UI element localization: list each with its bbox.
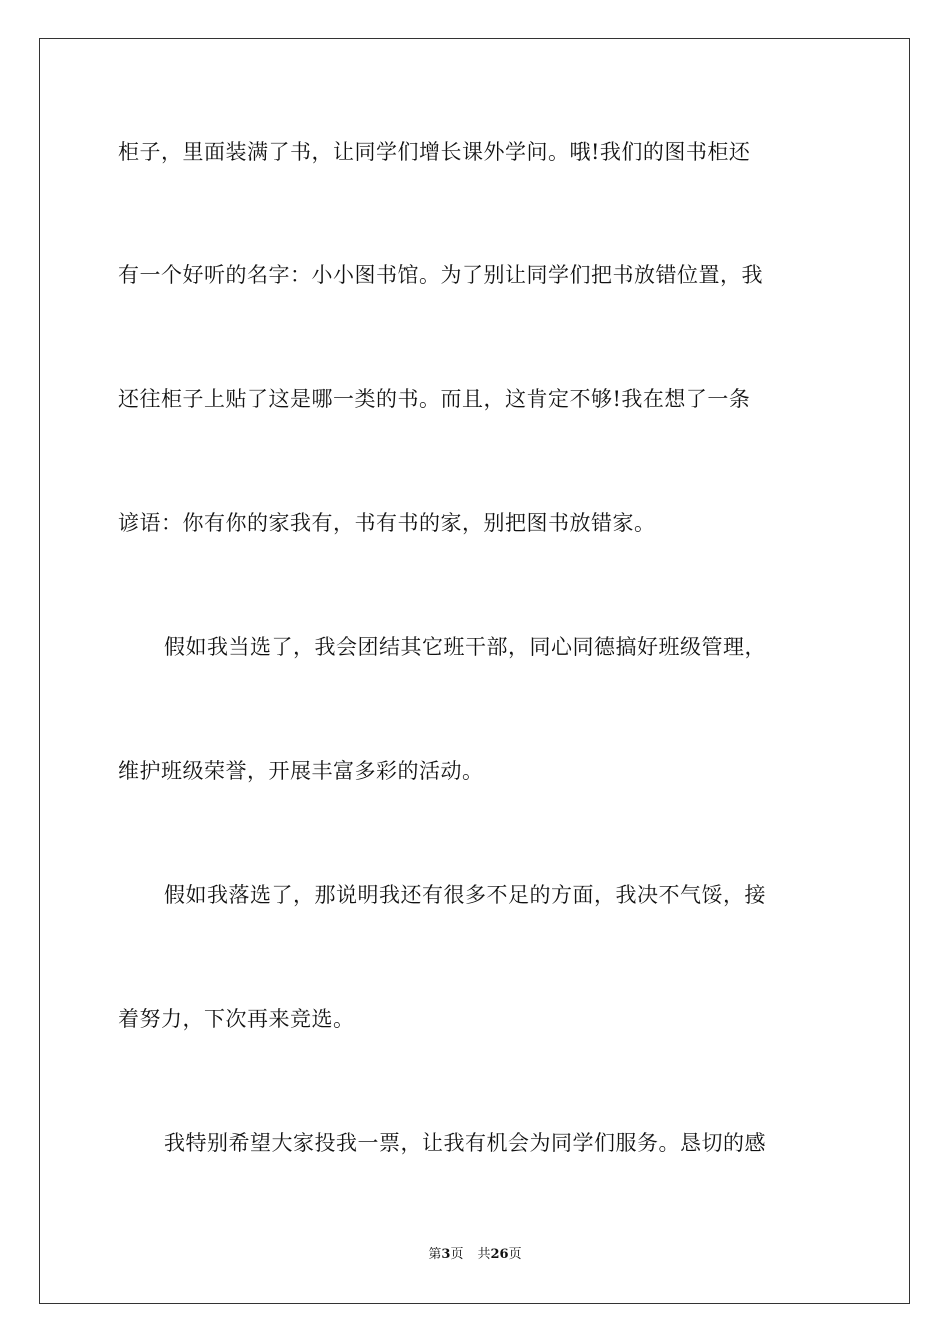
body-text-line: 着努力，下次再来竞选。 [118, 1007, 355, 1031]
page-footer [0, 1246, 950, 1264]
body-text-line: 谚语：你有你的家我有，书有书的家，别把图书放错家。 [118, 511, 656, 535]
page-suffix: 页 [450, 1247, 464, 1262]
body-text-line: 还往柜子上贴了这是哪一类的书。而且，这肯定不够!我在想了一条 [118, 387, 751, 411]
body-text-line: 我特别希望大家投我一票，让我有机会为同学们服务。恳切的感 [164, 1131, 766, 1155]
total-suffix: 页 [508, 1247, 522, 1262]
body-text-line: 假如我落选了，那说明我还有很多不足的方面，我决不气馁，接 [164, 883, 766, 907]
total-pages: 26 [490, 1247, 509, 1262]
page-prefix: 第 [428, 1247, 442, 1262]
total-prefix: 共 [477, 1247, 491, 1262]
page-border [39, 38, 910, 1304]
body-text-line: 柜子，里面装满了书，让同学们增长课外学问。哦!我们的图书柜还 [118, 140, 751, 164]
body-text-line: 有一个好听的名字：小小图书馆。为了别让同学们把书放错位置，我 [118, 263, 763, 287]
page-number: 3 [441, 1247, 451, 1262]
body-text-line: 维护班级荣誉，开展丰富多彩的活动。 [118, 759, 484, 783]
body-text-line: 假如我当选了，我会团结其它班干部，同心同德搞好班级管理， [164, 635, 766, 659]
